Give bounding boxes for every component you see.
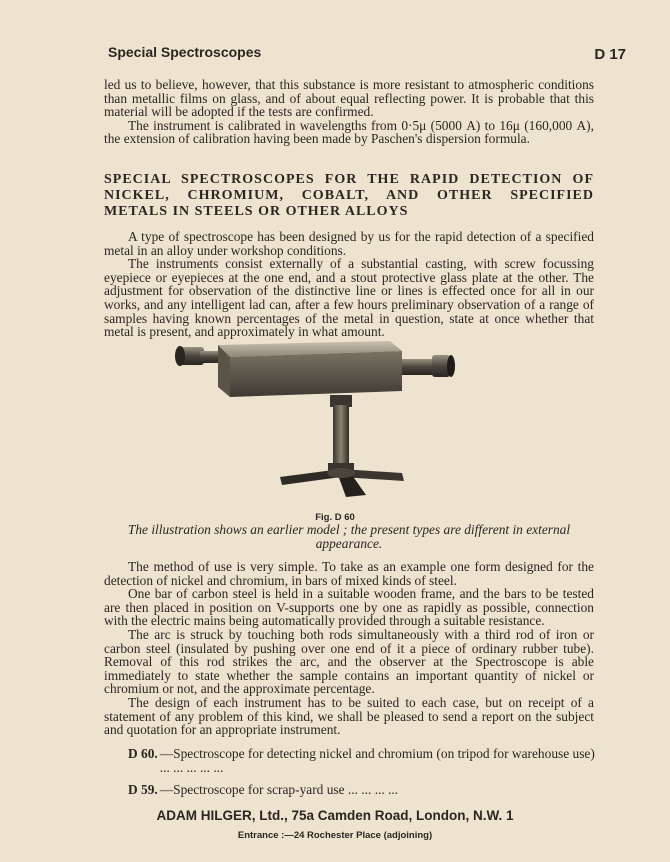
running-title: Special Spectroscopes: [108, 44, 262, 60]
product-code: D 60.: [128, 746, 158, 761]
product-code: D 59.: [128, 782, 158, 797]
footer-entrance: Entrance :—24 Rochester Place (adjoining): [237, 830, 433, 841]
spectroscope-on-tripod-icon: [170, 335, 470, 500]
section-paragraph-2: The instruments consist externally of a substantial casting, with screw focussing eyepiece or eyepieces at the one end, and a stout protective glass plate at the other. The adjustment for observation of the distinctive line or lines is effected once for all in our works, and any intelligent lad can, after a few hours preliminary observation of a range of samples having known percentages of the metal in question, state at once whether that metal is present, and approximately in what amount.: [104, 256, 594, 340]
intro-text: [104, 78, 594, 146]
product-description: —Spectroscope for scrap-yard use ... ... ... ...: [159, 782, 399, 797]
intro-paragraph-1: led us to believe, however, that this substance is more resistant to atmospheric conditions than metallic films on glass, and of about equal reflecting power. It is probable that this material will be adopted if the tests are confirmed.: [104, 77, 594, 120]
intro-paragraph-2: The instrument is calibrated in wavelengths from 0·5μ (5000 A) to 16μ (160,000 A), the extension of calibration having been made by Paschen's dispersion formula.: [104, 117, 594, 147]
product-list: [128, 747, 598, 805]
footer-address: ADAM HILGER, Ltd., 75a Camden Road, London, N.W. 1: [156, 808, 514, 823]
product-item-d60: [128, 747, 598, 775]
page-number: D 17: [594, 46, 626, 63]
method-text: [104, 560, 594, 737]
method-paragraph-2: One bar of carbon steel is held in a suitable wooden frame, and the bars to be tested are then placed in position on V-supports one by one as rapidly as possible, connection with the electric mains being automatically provided through a suitable resistance.: [104, 586, 594, 629]
section-paragraph-1: A type of spectroscope has been designed by us for the rapid detection of a specified metal in an alloy under workshop conditions.: [104, 229, 594, 258]
product-description: —Spectroscope for detecting nickel and chromium (on tripod for warehouse use) ... ... ... ... ...: [159, 746, 595, 775]
section-text: [104, 230, 594, 339]
method-paragraph-1: The method of use is very simple. To take as an example one form designed for the detection of nickel and chromium, in bars of mixed kinds of steel.: [104, 559, 594, 588]
method-paragraph-4: The design of each instrument has to be suited to each case, but on receipt of a statement of any problem of this kind, we shall be pleased to send a report on the subject and quotation for an appropriate instrument.: [104, 694, 594, 738]
method-paragraph-3: The arc is struck by touching both rods simultaneously with a third rod of iron or carbon steel (insulated by pushing over one end of it a piece of ordinary rubber tube). Removal of this rod strikes the arc, and the observer at the Spectroscope is able immediately to state whether the sample contains an important quantity of nickel or chromium or not, and the approximate percentage.: [104, 626, 594, 697]
figure-caption: The illustration shows an earlier model ; the present types are different in external appearance.: [127, 522, 571, 551]
section-heading: SPECIAL SPECTROSCOPES FOR THE RAPID DETECTION OF NICKEL, CHROMIUM, COBALT, AND OTHER SPECIFIED METALS IN STEELS OR OTHER ALLOYS: [104, 172, 594, 219]
product-item-d59: [128, 783, 598, 797]
figure-label: Fig. D 60: [315, 512, 355, 523]
spectroscope-figure: [170, 335, 470, 500]
